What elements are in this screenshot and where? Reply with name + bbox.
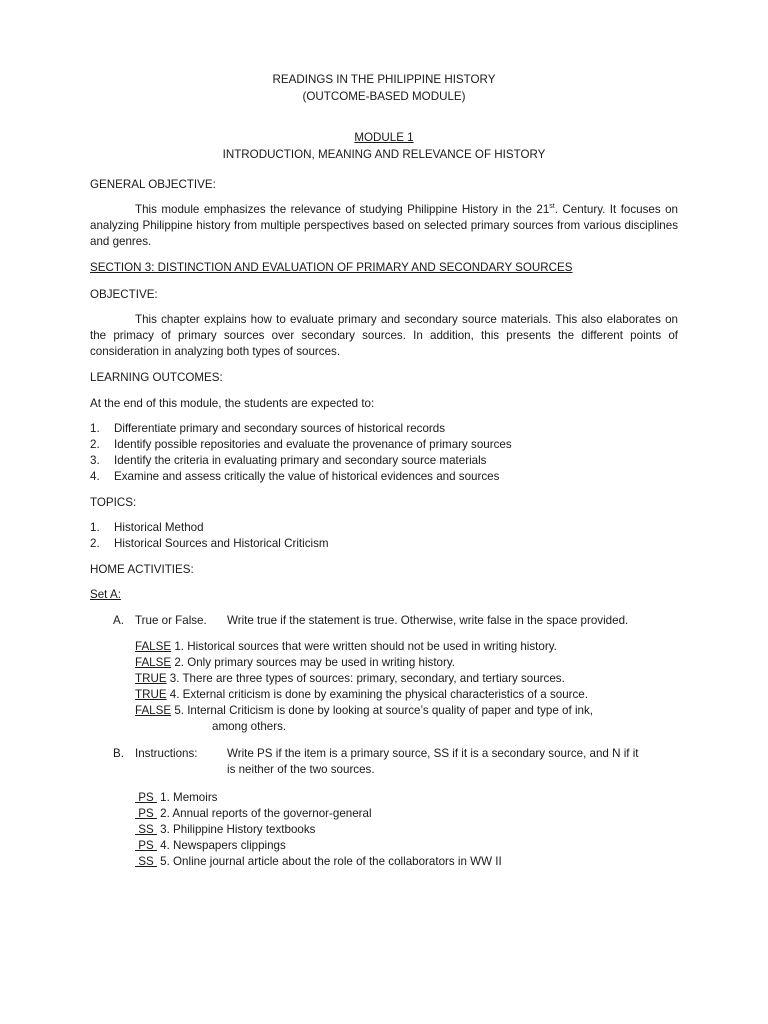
list-item bbox=[90, 520, 678, 536]
part-a-items bbox=[135, 639, 678, 735]
general-objective-text-part2: . Century. It focuses on analyzing Philippine history from multiple perspectives based on selected primary sources from various disciplines and genres. bbox=[90, 203, 678, 248]
module-title: INTRODUCTION, MEANING AND RELEVANCE OF HISTORY bbox=[222, 148, 546, 161]
general-objective-text-part1: This module emphasizes the relevance of studying Philippine History in the 21 bbox=[135, 203, 550, 216]
list-item bbox=[135, 703, 678, 719]
answer-text: FALSE bbox=[135, 640, 172, 653]
list-item-number: 1. bbox=[90, 422, 100, 435]
list-item-text: 1. Memoirs bbox=[156, 791, 218, 804]
list-item bbox=[135, 671, 678, 687]
part-a-instruction bbox=[113, 613, 678, 629]
list-item-text: 1. Historical sources that were written should not be used in writing history. bbox=[171, 640, 557, 653]
list-item-text: Identify possible repositories and evaluate the provenance of primary sources bbox=[114, 438, 512, 451]
list-item-text: Historical Sources and Historical Criticism bbox=[114, 537, 329, 550]
list-item bbox=[135, 806, 678, 822]
part-b-instruction bbox=[113, 746, 678, 778]
list-item bbox=[135, 838, 678, 854]
answer-text: PS bbox=[135, 839, 157, 852]
answer-text: FALSE bbox=[135, 704, 172, 717]
list-item-text: 3. There are three types of sources: primary, secondary, and tertiary sources. bbox=[166, 672, 565, 685]
part-b-items bbox=[135, 790, 678, 870]
list-item-text: 4. External criticism is done by examining the physical characteristics of a source. bbox=[166, 688, 588, 701]
answer-text: SS bbox=[135, 823, 157, 836]
list-item-text: Differentiate primary and secondary sources of historical records bbox=[114, 422, 445, 435]
topics-heading: TOPICS: bbox=[90, 496, 137, 509]
objective-text: This chapter explains how to evaluate primary and secondary source materials. This also elaborates on the primacy of primary sources over secondary sources. In addition, this presents the different points of consideration in analyzing both types of sources. bbox=[90, 313, 678, 358]
document-header bbox=[90, 71, 678, 105]
list-item bbox=[135, 790, 678, 806]
list-item bbox=[90, 469, 678, 485]
answer-text: SS bbox=[135, 855, 157, 868]
list-item bbox=[90, 421, 678, 437]
list-item-text: 2. Annual reports of the governor-general bbox=[156, 807, 372, 820]
answer-text: TRUE bbox=[135, 672, 167, 685]
general-objective-text bbox=[90, 202, 678, 250]
list-item-number: 1. bbox=[90, 521, 100, 534]
learning-outcomes-intro-text: At the end of this module, the students are expected to: bbox=[90, 397, 375, 410]
part-a-title: True or False. bbox=[135, 614, 207, 627]
list-item-number: 2. bbox=[90, 438, 100, 451]
list-item bbox=[90, 536, 678, 552]
list-item-text: 3. Philippine History textbooks bbox=[156, 823, 316, 836]
list-item-continuation: among others. bbox=[212, 720, 287, 733]
objective-heading: OBJECTIVE: bbox=[90, 288, 158, 301]
list-item-text: Historical Method bbox=[114, 521, 204, 534]
list-item bbox=[135, 687, 678, 703]
part-b-instruction-text-1: Write PS if the item is a primary source, SS if it is a secondary source, and N if it bbox=[227, 747, 639, 760]
answer-text: TRUE bbox=[135, 688, 167, 701]
module-heading bbox=[90, 129, 678, 163]
list-item-text: 5. Internal Criticism is done by looking at source’s quality of paper and type of ink, bbox=[171, 704, 593, 717]
list-item bbox=[135, 854, 678, 870]
course-title: READINGS IN THE PHILIPPINE HISTORY bbox=[272, 73, 496, 86]
module-type: (OUTCOME-BASED MODULE) bbox=[302, 90, 466, 103]
part-b-instruction-row bbox=[113, 746, 678, 762]
part-b-title: Instructions: bbox=[135, 747, 198, 760]
list-item-text: Identify the criteria in evaluating primary and secondary source materials bbox=[114, 454, 487, 467]
list-item-number: 3. bbox=[90, 454, 100, 467]
answer-text: PS bbox=[135, 807, 157, 820]
superscript-st: st bbox=[549, 203, 555, 211]
list-item bbox=[90, 437, 678, 453]
part-a-instruction-text: Write true if the statement is true. Otherwise, write false in the space provided. bbox=[227, 614, 629, 627]
list-item-text: Examine and assess critically the value of historical evidences and sources bbox=[114, 470, 500, 483]
part-b-letter: B. bbox=[113, 747, 124, 760]
general-objective-heading: GENERAL OBJECTIVE: bbox=[90, 178, 216, 191]
list-item-text: 4. Newspapers clippings bbox=[156, 839, 286, 852]
part-b-instruction-text-2: is neither of the two sources. bbox=[227, 763, 375, 776]
topics-list bbox=[90, 520, 678, 552]
part-a-letter: A. bbox=[113, 614, 124, 627]
answer-text: PS bbox=[135, 791, 157, 804]
list-item-number: 4. bbox=[90, 470, 100, 483]
section-heading: SECTION 3: DISTINCTION AND EVALUATION OF PRIMARY AND SECONDARY SOURCES bbox=[90, 261, 573, 274]
learning-outcomes-list bbox=[90, 421, 678, 485]
list-item bbox=[135, 822, 678, 838]
list-item bbox=[135, 655, 678, 671]
list-item-text: 2. Only primary sources may be used in writing history. bbox=[171, 656, 456, 669]
answer-text: FALSE bbox=[135, 656, 172, 669]
list-item-text: 5. Online journal article about the role of the collaborators in WW II bbox=[156, 855, 502, 868]
set-label: Set A: bbox=[90, 588, 121, 601]
module-number: MODULE 1 bbox=[354, 131, 414, 144]
learning-outcomes-intro bbox=[90, 396, 678, 412]
learning-outcomes-heading: LEARNING OUTCOMES: bbox=[90, 371, 223, 384]
list-item-number: 2. bbox=[90, 537, 100, 550]
home-activities-heading: HOME ACTIVITIES: bbox=[90, 563, 194, 576]
list-item bbox=[135, 639, 678, 655]
list-item bbox=[90, 453, 678, 469]
